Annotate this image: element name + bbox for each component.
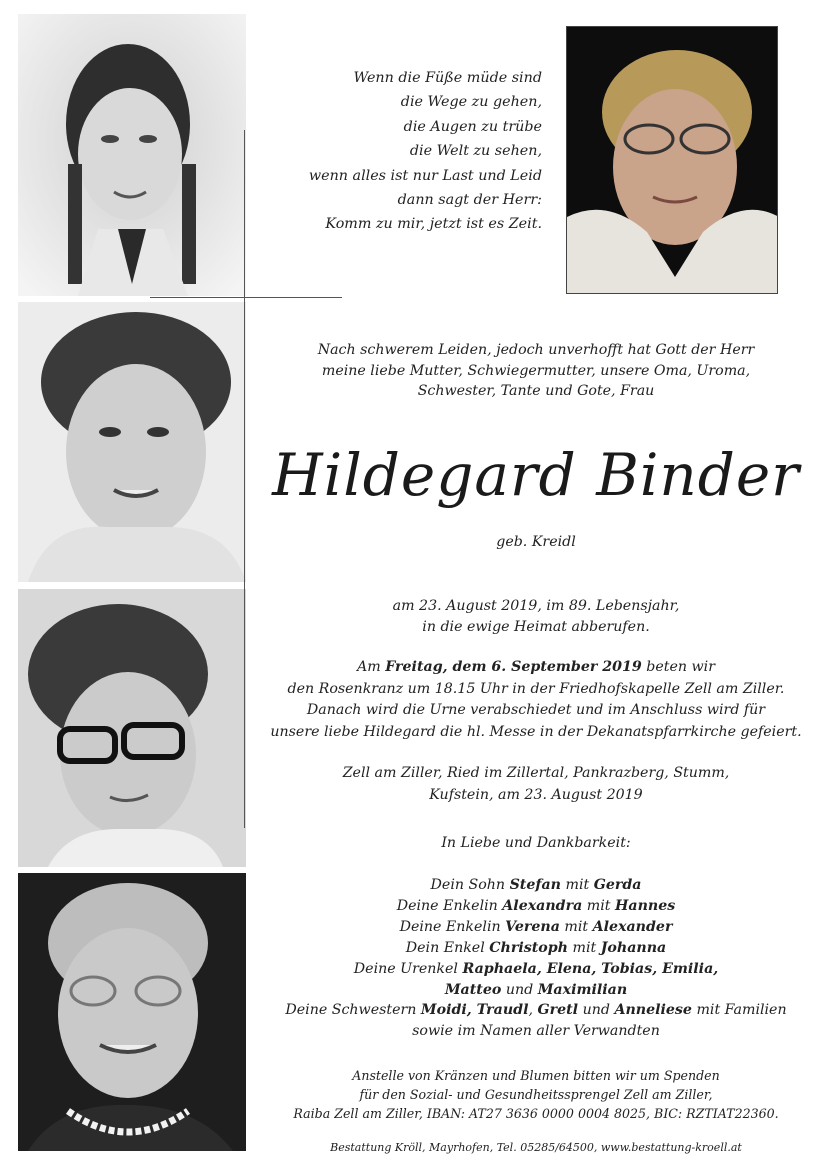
family-name: Gretl	[537, 1002, 579, 1019]
family-row	[262, 938, 810, 959]
family-name: Moidi, Traudl	[420, 1002, 529, 1019]
family-row	[262, 917, 810, 938]
poem	[270, 66, 542, 237]
donation-line: Anstelle von Kränzen und Blumen bitten wir um Spenden	[352, 1068, 720, 1083]
poem-line: die Wege zu gehen,	[400, 94, 542, 111]
intro-text	[262, 340, 810, 402]
family-list	[262, 875, 810, 1042]
death-line: am 23. August 2019, im 89. Lebensjahr,	[392, 598, 680, 614]
family-row	[262, 1000, 810, 1021]
family-name: Verena	[505, 918, 560, 935]
deceased-name: Hildegard Binder	[272, 441, 800, 509]
poem-line: die Welt zu sehen,	[409, 143, 542, 160]
text: Deine Enkelin	[396, 897, 503, 914]
photo-older-woman	[18, 873, 246, 1151]
text: mit	[567, 939, 601, 956]
family-row	[262, 959, 810, 980]
funeral-home-footer: Bestattung Kröll, Mayrhofen, Tel. 05285/64500, www.bestattung-kroell.at	[330, 1141, 742, 1154]
service-details	[262, 657, 810, 743]
text: mit	[559, 918, 593, 935]
text: mit	[561, 877, 594, 893]
intro-line: meine liebe Mutter, Schwiegermutter, unsere Oma, Uroma,	[321, 362, 751, 379]
text: Dein Enkel	[405, 939, 490, 956]
poem-line: die Augen zu trübe	[403, 118, 542, 135]
cross-rule-vertical	[244, 130, 245, 828]
family-row	[262, 875, 810, 896]
donation-note	[262, 1066, 810, 1124]
family-name: Matteo	[444, 981, 502, 998]
family-name: Raphaela, Elena, Tobias, Emilia,	[462, 960, 719, 977]
service-line: Danach wird die Urne verabschiedet und im Anschluss wird für	[306, 702, 766, 718]
portrait-photo	[566, 26, 778, 294]
cross-rule-horizontal	[150, 297, 342, 298]
text: Am	[357, 659, 386, 675]
family-name: Anneliese	[614, 1002, 692, 1019]
text: ,	[528, 1002, 538, 1019]
family-name: Christoph	[489, 939, 568, 956]
family-name: Maximilian	[537, 981, 628, 998]
text: Dein Sohn	[430, 877, 510, 893]
family-name: Johanna	[600, 939, 667, 956]
maiden-name: geb. Kreidl	[496, 534, 576, 550]
family-row	[262, 896, 810, 917]
photo-woman-glasses	[18, 589, 246, 867]
service-line	[262, 657, 810, 679]
service-line: unsere liebe Hildegard die hl. Messe in der Dekanatspfarrkirche gefeiert.	[270, 723, 802, 740]
text: mit	[582, 897, 615, 914]
text: Deine Enkelin	[399, 918, 506, 935]
family-row	[262, 980, 810, 1001]
text: mit Familien	[691, 1002, 787, 1019]
text: und	[578, 1002, 615, 1019]
poem-line: wenn alles ist nur Last und Leid	[308, 167, 542, 184]
poem-line: dann sagt der Herr:	[397, 192, 542, 209]
family-name: Stefan	[509, 877, 561, 893]
donation-line: für den Sozial- und Gesundheitssprengel Zell am Ziller,	[359, 1087, 713, 1103]
intro-line: Nach schwerem Leiden, jedoch unverhofft hat Gott der Herr	[317, 342, 755, 358]
text: Deine Schwestern	[285, 1002, 421, 1019]
place-date	[262, 763, 810, 806]
text: beten wir	[641, 659, 715, 675]
love-text: In Liebe und Dankbarkeit:	[441, 835, 631, 851]
death-notice	[262, 596, 810, 638]
poem-line: Wenn die Füße müde sind	[353, 70, 542, 86]
family-name: Alexander	[592, 918, 673, 935]
death-line: in die ewige Heimat abberufen.	[422, 619, 650, 635]
donation-line: Raiba Zell am Ziller, IBAN: AT27 3636 0000 0004 8025, BIC: RZTIAT22360.	[293, 1106, 779, 1122]
photo-young-woman	[18, 302, 246, 582]
place-line: Kufstein, am 23. August 2019	[429, 786, 643, 803]
family-row: sowie im Namen aller Verwandten	[412, 1023, 660, 1040]
service-date: Freitag, dem 6. September 2019	[385, 659, 642, 675]
text: Deine Urenkel	[353, 960, 463, 977]
place-line: Zell am Ziller, Ried im Zillertal, Pankrazberg, Stumm,	[342, 765, 730, 781]
family-name: Hannes	[615, 897, 676, 914]
family-name: Gerda	[593, 877, 642, 893]
poem-line: Komm zu mir, jetzt ist es Zeit.	[325, 216, 542, 233]
service-line: den Rosenkranz um 18.15 Uhr in der Friedhofskapelle Zell am Ziller.	[287, 680, 785, 697]
intro-line: Schwester, Tante und Gote, Frau	[417, 383, 655, 399]
family-name: Alexandra	[502, 897, 583, 914]
text: und	[501, 981, 538, 998]
photo-young-girl	[18, 14, 246, 296]
